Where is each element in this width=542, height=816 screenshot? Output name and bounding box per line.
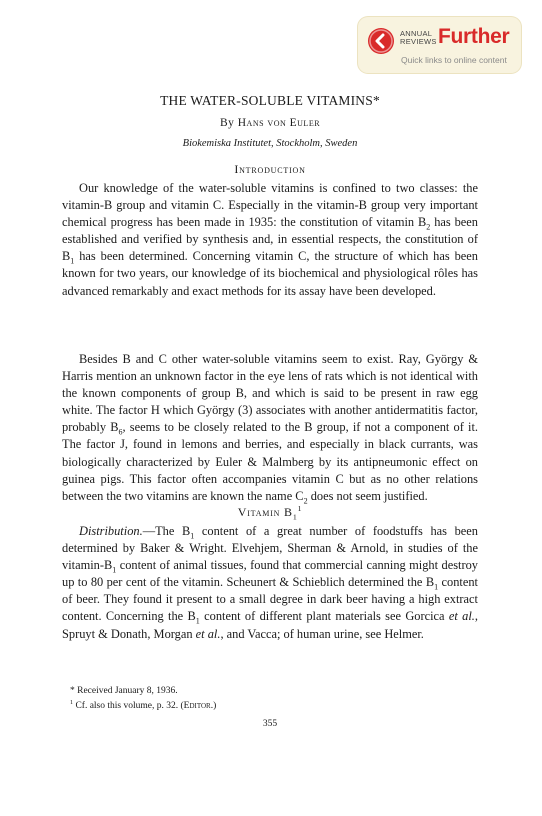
- paragraph-intro-2: Besides B and C other water-soluble vitamins seem to exist. Ray, György & Harris mention an unknown factor in the eye lens of rats which is not identical with the known components of group B, and which is said to be present in raw egg white. The factor H which György (3) associates with another antidermatitis factor, probably $B_6$, seems to be closely related to the B group, if not a component of it. The factor J, found in lemons and berries, and especially in black currants, was biologically characterized by Euler & Malmberg by its antipneumonic effect on guinea pigs. This factor often accompanies vitamin C but as no other relations between the two vitamins are known the name $C_2$ does not seem justified.: [62, 352, 478, 506]
- section-heading-introduction: Introduction: [234, 162, 306, 176]
- article-title: THE WATER-SOLUBLE VITAMINS*: [160, 93, 380, 108]
- article-author: By Hans von Euler: [219, 117, 321, 129]
- article-affiliation: Biokemiska Institutet, Stockholm, Sweden: [182, 138, 358, 149]
- further-logo-icon: [368, 28, 394, 54]
- page-number: 355: [262, 719, 278, 729]
- footnotes: [62, 684, 478, 714]
- paragraph-distribution: Distribution.—The $B_1$ content of a great number of foodstuffs has been determined by Baker & Wright. Elvehjem, Sherman & Arnold, in studies of the vitamin-$B_1$ content of animal tissues, found that commercial canning might destroy up to 80 per cent of the vitamin. Scheunert & Schieblich determined the $B_1$ content of beer. They found it present to a small degree in dark beer having a high extract content. Concerning the $B_1$ content of different plant materials see Gorcica et al., Spruyt & Donath, Morgan et al., and Vacca; of human urine, see Helmer.: [62, 524, 478, 641]
- badge-subtitle: Quick links to online content: [401, 55, 507, 65]
- badge-further-label: Further: [438, 25, 510, 48]
- section-heading-vitamin-b1: Vitamin $B_1^1$: [237, 504, 303, 522]
- paragraph-intro-1: Our knowledge of the water-soluble vitamins is confined to two classes: the vitamin-B group and vitamin C. Especially in the vitamin-B group very important chemical progress has been made in 1935: the constitution of vitamin $B_2$ has been established and verified by synthesis and, in essential respects, the constitution of $B_1$ has been determined. Concerning vitamin C, the structure of which has been known for two years, our knowledge of its biochemical and physiological rôles has advanced remarkably and exact methods for its assay have been developed.: [62, 181, 478, 298]
- further-badge[interactable]: [358, 17, 521, 73]
- footnote-1: $^1$ Cf. also this volume, p. 32. (Editor.): [70, 699, 217, 711]
- badge-annual-reviews: ANNUAL REVIEWS: [400, 29, 437, 46]
- footnote-received: * Received January 8, 1936.: [70, 686, 178, 696]
